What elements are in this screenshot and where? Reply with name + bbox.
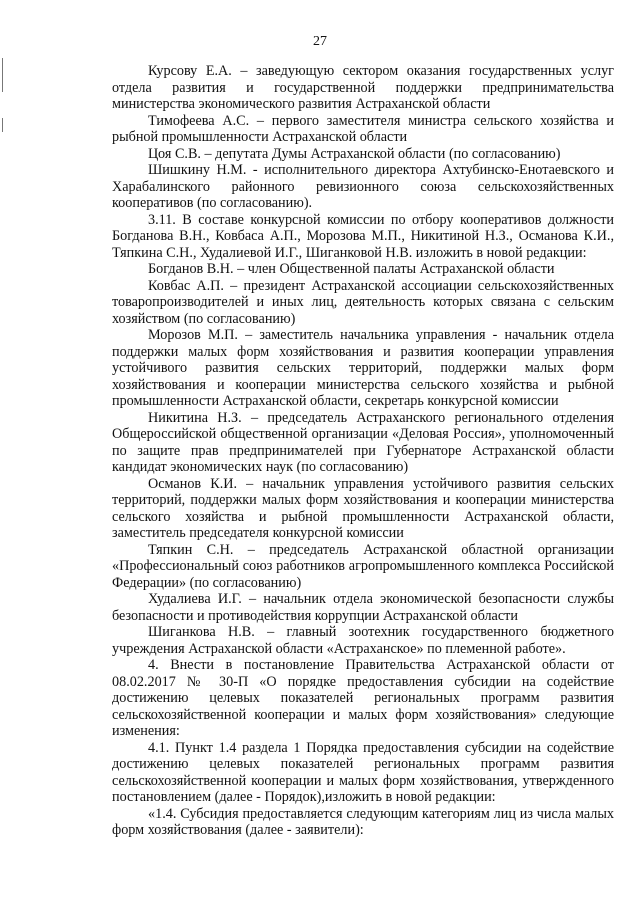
paragraph: Худалиева И.Г. – начальник отдела экономической безопасности службы безопасности и противодействия коррупции Астраханской области [112,591,614,624]
paragraph: Тимофеева А.С. – первого заместителя министра сельского хозяйства и рыбной промышленности Астраханской области [112,112,614,145]
paragraph: 4.1. Пункт 1.4 раздела 1 Порядка предоставления субсидии на содействие достижению целевых показателей региональных программ развития сельскохозяйственной кооперации и малых форм хозяйствования, утвержденного постановлением (далее - Порядок),изложить в новой редакции: [112,739,614,805]
paragraph: 4. Внести в постановление Правительства Астраханской области от 08.02.2017 № 30-П «О порядке предоставления субсидии на содействие достижению целевых показателей региональных программ развития сельскохозяйственной кооперации и малых форм хозяйствования» следующие изменения: [112,657,614,739]
scan-margin-line [2,58,3,92]
paragraph: 3.11. В составе конкурсной комиссии по отбору кооперативов должности Богданова В.Н., Ковбаса А.П., Морозова М.П., Никитиной Н.З., Османова К.И., Тяпкина С.Н., Худалиевой И.Г., Шиганковой Н.В. изложить в новой редакции: [112,211,614,261]
page-number: 27 [313,34,327,49]
paragraph: Османов К.И. – начальник управления устойчивого развития сельских территорий, поддержки малых форм хозяйствования и кооперации министерства сельского хозяйства и рыбной промышленности Астраханской области, заместитель председателя конкурсной комиссии [112,475,614,541]
paragraph: Курсову Е.А. – заведующую сектором оказания государственных услуг отдела развития и государственной поддержки предпринимательства министерства экономического развития Астраханской области [112,63,614,112]
paragraph: Шишкину Н.М. - исполнительного директора Ахтубинско-Енотаевского и Харабалинского районного ревизионного союза сельскохозяйственных кооперативов (по согласованию). [112,162,614,211]
paragraph: Богданов В.Н. – член Общественной палаты Астраханской области [148,261,555,277]
paragraph: Цоя С.В. – депутата Думы Астраханской области (по согласованию) [148,145,561,162]
paragraph: Никитина Н.З. – председатель Астраханского регионального отделения Общероссийской общественной организации «Деловая Россия», уполномоченный по защите прав предпринимателей при Губернаторе Астраханской области кандидат экономических наук (по согласованию) [112,409,614,475]
paragraph: Морозов М.П. – заместитель начальника управления - начальник отдела поддержки малых форм хозяйствования и развития кооперации управления устойчивого развития сельских территорий, поддержки малых форм хозяйствования и кооперации министерства сельского хозяйства и рыбной промышленности Астраханской области, секретарь конкурсной комиссии [112,327,614,409]
paragraph: Ковбас А.П. – президент Астраханской ассоциации сельскохозяйственных товаропроизводителей и иных лиц, деятельность которых связана с сельским хозяйством (по согласованию) [112,277,614,327]
paragraph: Шиганкова Н.В. – главный зоотехник государственного бюджетного учреждения Астраханской области «Астраханское» по племенной работе». [112,624,614,657]
document-body [112,63,614,839]
paragraph: Тяпкин С.Н. – председатель Астраханской областной организации «Профессиональный союз работников агропромышленного комплекса Российской Федерации» (по согласованию) [112,541,614,591]
paragraph: «1.4. Субсидия предоставляется следующим категориям лиц из числа малых форм хозяйствования (далее - заявители): [112,805,614,838]
scan-margin-line [2,118,3,132]
